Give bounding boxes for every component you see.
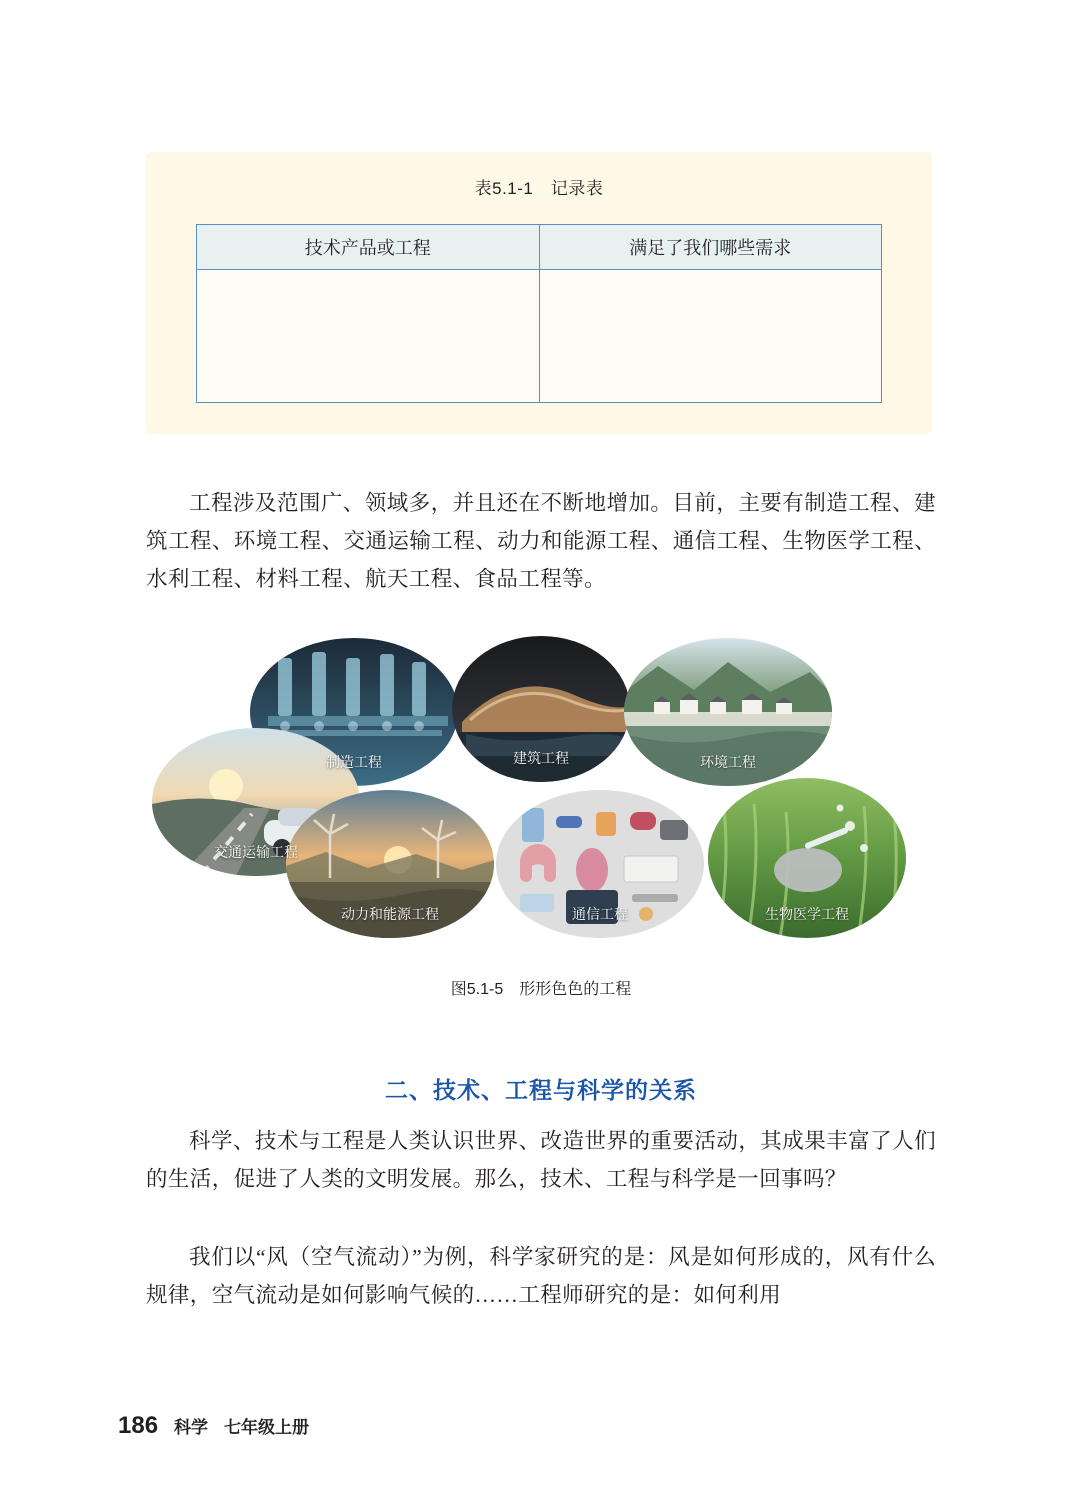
figure-label-manufacturing: 制造工程: [326, 754, 382, 770]
figure-label-environment: 环境工程: [700, 754, 756, 770]
activity-record-box: [146, 152, 932, 434]
figure-photo-construction: [452, 636, 630, 782]
table-row: [197, 270, 882, 403]
figure-label-construction: 建筑工程: [513, 750, 569, 766]
page-number: 186: [118, 1412, 159, 1439]
section-heading: 二、技术、工程与科学的关系: [385, 1077, 697, 1103]
figure-5-1-5: [146, 628, 936, 998]
figure-label-biomedical: 生物医学工程: [765, 906, 849, 922]
footer-subject: 科学: [174, 1418, 209, 1437]
figure-caption: 图5.1-5 形形色色的工程: [450, 981, 632, 998]
figure-label-power-energy: 动力和能源工程: [341, 906, 439, 922]
paragraph-engineering-fields: 工程涉及范围广、领域多，并且还在不断地增加。目前，主要有制造工程、建筑工程、环境工程、交通运输工程、动力和能源工程、通信工程、生物医学工程、水利工程、材料工程、航天工程、食品工程等。: [146, 491, 936, 591]
table-cell-product[interactable]: [197, 270, 540, 403]
page-footer: [118, 1412, 309, 1440]
table-header-row: [197, 225, 882, 270]
figure-photo-power-energy: [286, 790, 494, 938]
figure-label-transportation: 交通运输工程: [214, 844, 298, 860]
figure-label-communication: 通信工程: [572, 906, 628, 922]
table-col-header-product: 技术产品或工程: [197, 225, 540, 270]
paragraph-science-tech-engineering: 科学、技术与工程是人类认识世界、改造世界的重要活动，其成果丰富了人们的生活，促进了人类的文明发展。那么，技术、工程与科学是一回事吗？: [146, 1129, 936, 1191]
table-col-header-needs: 满足了我们哪些需求: [539, 225, 882, 270]
record-table: [196, 224, 882, 403]
figure-photo-communication: [496, 790, 704, 938]
figure-photo-environment: [624, 638, 832, 786]
footer-grade: 七年级上册: [224, 1418, 310, 1437]
table-cell-needs[interactable]: [539, 270, 882, 403]
figure-photo-biomedical: [708, 778, 906, 938]
paragraph-wind-example: 我们以“风（空气流动）”为例，科学家研究的是：风是如何形成的，风有什么规律，空气流动是如何影响气候的……工程师研究的是：如何利用: [146, 1245, 936, 1307]
table-caption: 表5.1-1 记录表: [474, 179, 604, 198]
